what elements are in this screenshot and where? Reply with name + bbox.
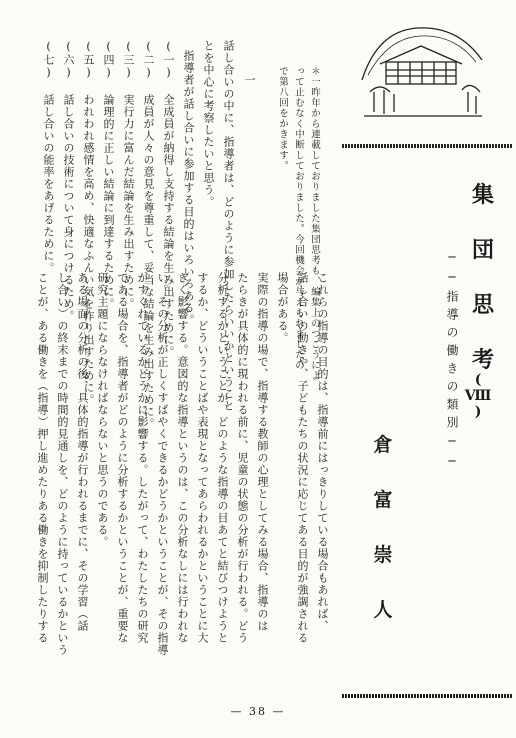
title-char: 団 xyxy=(471,237,494,263)
header-note-line: ＊一昨年から連載しておりました集団思考も、編集上のつごうによ xyxy=(309,66,320,381)
body-line: これらの指導の目的は、指導前にはっきりしている場合もあれば、 xyxy=(316,272,329,632)
body-line: 指導者が話し合いに参加する目的はいろいろある。 xyxy=(182,50,195,326)
body-line: ある場面の分析の後、具体的指導が行われるまでに、その学習（話 xyxy=(76,272,89,632)
list-item: (七) 話し合いの能率をあげるために。 xyxy=(42,40,55,274)
title-char: 考 xyxy=(471,347,494,373)
section-number: 一 xyxy=(243,74,256,86)
title-char: 集 xyxy=(471,182,494,208)
list-item: (二) 成員が人々の意見を尊重して、妥当な結論を生み出すために。 xyxy=(142,40,155,430)
body-line: 分析するかということが、どのような指導の目あてと結びつけようと xyxy=(216,272,229,644)
list-item: (一) 全成員が納得し支持する結論を生み出すために。 xyxy=(162,40,175,358)
body-line: ことが、ある働きを（指導）押し進めたりある働きを抑制したりする xyxy=(36,272,49,644)
body-line: 実際の指導の場で、指導する教師の心理としてみる場合、指導のは xyxy=(256,272,269,632)
decorative-sketch-illustration xyxy=(358,20,486,120)
header-note-line: って止むなく中断しておりました。今回機会が与えられましたの xyxy=(293,66,304,371)
body-line: 話し合いの中に、指導者は、どのように参加したらいいかということ xyxy=(222,40,235,412)
list-item: (六) 話し合いの技術について身につけるため。 xyxy=(62,40,75,322)
article-subtitle: ──指導の働きの類別── xyxy=(445,250,459,474)
body-line: 場合がある。 xyxy=(276,272,289,344)
lower-dotted-rule xyxy=(342,694,512,698)
author-char: 倉 xyxy=(373,434,393,456)
page-number: — 38 — xyxy=(230,705,286,718)
body-line: がすぐれているかどうかに影響する。したがって、わたしたちの研究 xyxy=(136,272,149,644)
header-note-line: で第八回をかきます。 xyxy=(277,66,288,171)
author-char: 崇 xyxy=(373,544,393,566)
upper-dotted-rule xyxy=(342,144,512,148)
author-char: 富 xyxy=(373,489,393,511)
list-item: (三) 実行力に富んだ結論を生み出すために。 xyxy=(122,40,135,310)
title-number: (Ⅷ) xyxy=(470,372,486,420)
body-line: 研究主題にならなければならないと思うのである。 xyxy=(96,272,109,548)
body-line: い。その分析が正しくすばやくできるかどうかということが、その指導 xyxy=(156,272,169,656)
list-item: (五) われわれ感情を高め、快適なふんい気を作り出すために。 xyxy=(82,40,95,406)
body-line: 話し合いの動きや、子どもたちの状況に応じてある目的が強調される xyxy=(296,272,309,644)
body-line: である場合を、指導者がどのように分析するかということが、重要な xyxy=(116,272,129,644)
body-line: し合い）の終末までの時間的見通しを、どのように持っているかという xyxy=(56,272,69,656)
list-item: (四) 論理的に正しい結論に到達するために。 xyxy=(102,40,115,310)
author-char: 人 xyxy=(373,599,393,621)
body-line: たらきが具体的に現われる前に、児童の状態の分析が行われる。どう xyxy=(236,272,249,644)
body-line: とを中心に考察したいと思う。 xyxy=(202,40,215,208)
body-line: きく影響する。意図的な指導というのは、この分析なしには行われな xyxy=(176,272,189,644)
body-line: するか、どういうことばや表現となってあらわれるかということに大 xyxy=(196,272,209,644)
title-char: 思 xyxy=(471,292,494,318)
